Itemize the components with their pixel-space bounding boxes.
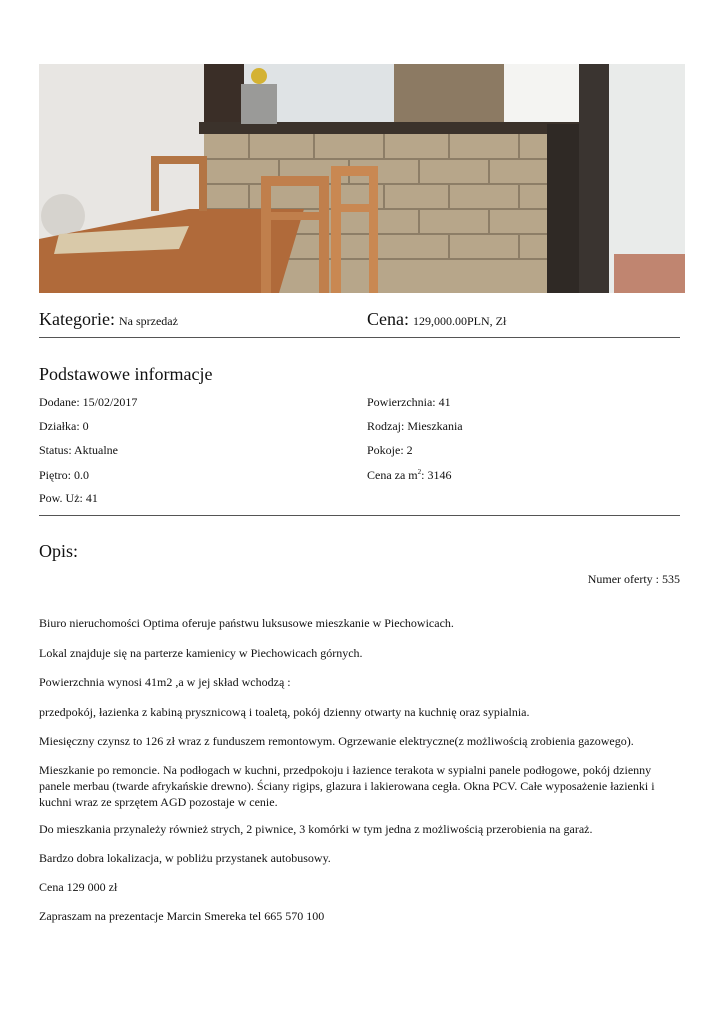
info-plot: Działka: 0: [39, 419, 89, 433]
description-paragraph: przedpokój, łazienka z kabiną prysznicową i toaletą, pokój dzienny otwarty na kuchnię oraz sypialnia.: [39, 705, 530, 719]
info-type: Rodzaj: Mieszkania: [367, 419, 463, 433]
info-status: Status: Aktualne: [39, 443, 118, 457]
info-price-per-m2: [367, 468, 452, 483]
price-row: [367, 309, 506, 330]
description-paragraph: Biuro nieruchomości Optima oferuje państwu luksusowe mieszkanie w Piechowicach.: [39, 616, 454, 630]
info-floor: Piętro: 0.0: [39, 468, 89, 482]
divider-middle: [39, 515, 680, 516]
description-paragraph: Powierzchnia wynosi 41m2 ,a w jej skład wchodzą :: [39, 675, 291, 689]
info-rooms: Pokoje: 2: [367, 443, 413, 457]
divider-top: [39, 337, 680, 338]
description-paragraph: Lokal znajduje się na parterze kamienicy w Piechowicach górnych.: [39, 646, 363, 660]
info-usable-area: Pow. Uż: 41: [39, 491, 98, 505]
basic-info-title: Podstawowe informacje: [39, 364, 213, 384]
category-value: Na sprzedaż: [118, 314, 178, 328]
category-label: Kategorie:: [39, 309, 115, 329]
info-area: Powierzchnia: 41: [367, 395, 451, 409]
room-photo-illustration: [39, 64, 685, 293]
description-paragraph: Miesięczny czynsz to 126 zł wraz z funduszem remontowym. Ogrzewanie elektryczne(z możliwością zrobienia gazowego).: [39, 734, 634, 748]
offer-number: Numer oferty : 535: [587, 572, 680, 586]
category-row: [39, 309, 178, 330]
price-label: Cena:: [367, 309, 409, 329]
property-photo: [39, 64, 685, 293]
description-title: Opis:: [39, 541, 79, 561]
description-paragraph: Cena 129 000 zł: [39, 880, 118, 894]
price-per-m2-value: : 3146: [421, 468, 452, 482]
price-per-m2-label: Cena za m: [367, 468, 418, 482]
info-added: Dodane: 15/02/2017: [39, 395, 138, 409]
price-per-m2-sup: 2: [417, 468, 422, 476]
description-paragraph: Bardzo dobra lokalizacja, w pobliżu przystanek autobusowy.: [39, 851, 331, 865]
price-value: 129,000.00PLN, Zł: [413, 314, 507, 328]
description-paragraph: Mieszkanie po remoncie. Na podłogach w kuchni, przedpokoju i łazience terakota w sypialni panele podłogowe, pokój dzienny panele merbau (twarde afrykańskie drewno). Ściany rigips, glazura i lakierowana cegła. Okna PCV. Całe wyposażenie łazienki i kuchni wraz ze sprzętem AGD pozostaje w cenie.: [39, 763, 655, 809]
description-paragraph: Do mieszkania przynależy również strych, 2 piwnice, 3 komórki w tym jedna z możliwością przerobienia na garaż.: [39, 822, 593, 836]
description-paragraph: Zapraszam na prezentacje Marcin Smereka tel 665 570 100: [39, 909, 325, 923]
